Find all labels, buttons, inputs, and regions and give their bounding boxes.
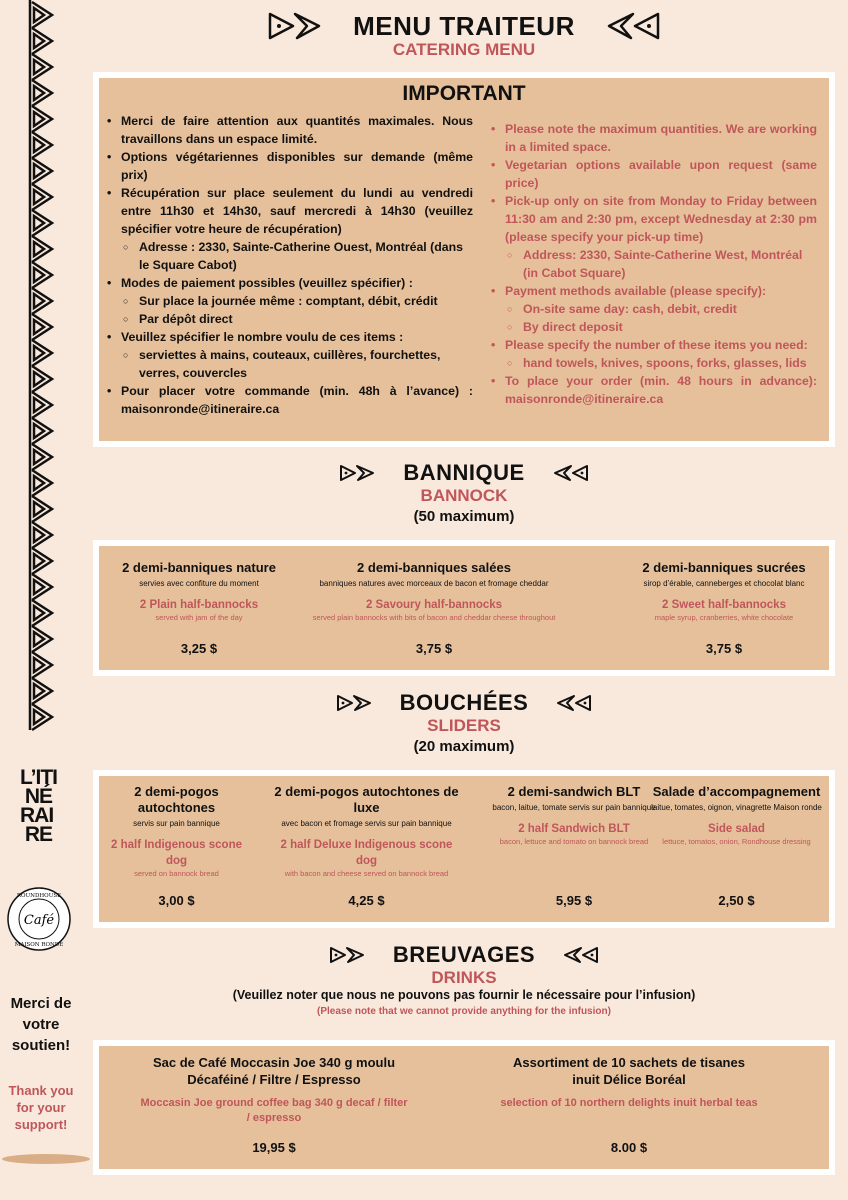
section-heading-bouchees [93, 690, 835, 755]
important-item: ○ Par dépôt direct [103, 310, 473, 328]
item-price: 3,25 $ [180, 641, 218, 656]
triangle-ornament [32, 314, 52, 340]
item-name-fr: 2 demi-banniques sucrées [642, 560, 806, 575]
item-name-fr: 2 demi-sandwich BLT [507, 784, 641, 799]
triangle-ornament [32, 28, 52, 54]
item-price: 3,75 $ [705, 641, 743, 656]
breuvages-box [93, 1040, 835, 1175]
arrow-left-ornament-icon [603, 10, 661, 42]
item-desc-en: bacon, lettuce and tomato on bannock bread [499, 837, 649, 846]
infusion-note-en: (Please note that we cannot provide anything for the infusion) [317, 1006, 611, 1017]
section-subtitle: BANNOCK [420, 486, 508, 505]
triangle-ornament [32, 132, 52, 158]
menu-item [109, 560, 289, 670]
important-item: • To place your order (min. 48 hours in advance): maisonronde@itineraire.ca [487, 372, 817, 408]
arrow-right-ornament-icon [329, 945, 365, 965]
item-desc-fr: banniques natures avec morceaux de bacon et fromage cheddar [319, 579, 549, 588]
menu-item [484, 784, 664, 922]
arrow-left-ornament-icon [553, 463, 589, 483]
item-name-fr: Sac de Café Moccasin Joe 340 g moulu Décaféiné / Filtre / Espresso [152, 1055, 396, 1087]
important-item: • Payment methods available (please specify): [487, 282, 817, 300]
section-heading-breuvages [93, 942, 835, 1017]
item-name-fr: Salade d’accompagnement [652, 784, 821, 799]
item-name-en: 2 Savoury half-bannocks [365, 599, 503, 611]
itineraire-logo: L’ITI NÉ RAI RE [20, 766, 57, 846]
triangle-ornament [32, 418, 52, 444]
section-subtitle: DRINKS [431, 968, 497, 987]
important-item: • Pour placer votre commande (min. 48h à l’avance) : maisonronde@itineraire.ca [103, 382, 473, 418]
item-desc-en: lettuce, tomatos, onion, Rondhouse dressing [662, 837, 811, 846]
menu-item [649, 784, 824, 922]
triangle-ornament [32, 106, 52, 132]
page-title: MENU TRAITEUR [353, 10, 575, 41]
triangle-ornament [32, 444, 52, 470]
important-title: IMPORTANT [402, 82, 526, 105]
triangle-ornament [32, 54, 52, 80]
important-item: ○ Adresse : 2330, Sainte-Catherine Ouest, Montréal (dans le Square Cabot) [103, 238, 473, 274]
arrow-left-ornament-icon [556, 693, 592, 713]
infusion-note-fr: (Veuillez noter que nous ne pouvons pas fournir le nécessaire pour l’infusion) [232, 988, 696, 1002]
arrow-right-ornament-icon [336, 693, 372, 713]
item-desc-en: served with jam of the day [155, 613, 243, 622]
item-price: 3,75 $ [415, 641, 453, 656]
item-desc-en: with bacon and cheese served on bannock bread [284, 869, 449, 878]
important-box [93, 72, 835, 447]
important-item: • Merci de faire attention aux quantités maximales. Nous travaillons dans un espace limité. [103, 112, 473, 148]
triangle-ornament [32, 210, 52, 236]
item-desc-fr: bacon, laitue, tomate servis sur pain bannique [492, 803, 656, 812]
item-name-fr: Assortiment de 10 sachets de tisanes inuit Délice Boréal [513, 1055, 745, 1087]
section-subtitle: SLIDERS [427, 716, 501, 735]
important-item: ○ Address: 2330, Sainte-Catherine West, Montréal (in Cabot Square) [487, 246, 817, 282]
triangle-ornament [32, 574, 52, 600]
arrow-right-ornament-icon [267, 10, 325, 42]
item-name-en: Moccasin Joe ground coffee bag 340 g decaf / filter / espresso [140, 1097, 408, 1124]
item-desc-fr: sirop d’érable, canneberges et chocolat blanc [643, 579, 805, 588]
brush-stroke-decoration [2, 1154, 90, 1164]
menu-item [109, 784, 244, 922]
item-desc-fr: laitue, tomates, oignon, vinagrette Maison ronde [651, 803, 822, 812]
important-list-en [487, 120, 817, 408]
arrow-left-ornament-icon [563, 945, 599, 965]
item-desc-en: served plain bannocks with bits of bacon and cheddar cheese throughout [312, 613, 556, 622]
important-item: ○ Sur place la journée même : comptant, débit, crédit [103, 292, 473, 310]
section-title: BANNIQUE [403, 460, 525, 485]
important-item: • Vegetarian options available upon request (same price) [487, 156, 817, 192]
triangle-ornament [32, 288, 52, 314]
item-name-en: selection of 10 northern delights inuit herbal teas [500, 1097, 758, 1109]
menu-item [139, 1054, 409, 1169]
svg-text:MAISON RONDE: MAISON RONDE [14, 942, 64, 948]
arrow-right-ornament-icon [339, 463, 375, 483]
roundhouse-cafe-logo [6, 886, 72, 952]
important-list-fr [103, 112, 473, 418]
item-name-en: 2 half Indigenous scone dog [111, 839, 242, 867]
thanks-fr: Merci de votre soutien! [10, 995, 72, 1054]
triangle-ornament [32, 158, 52, 184]
item-price: 4,25 $ [348, 893, 385, 908]
important-item: ○ By direct deposit [487, 318, 817, 336]
triangle-ornament [32, 600, 52, 626]
item-price: 5,95 $ [555, 893, 593, 908]
important-item: • Please note the maximum quantities. We are working in a limited space. [487, 120, 817, 156]
important-item: ○ serviettes à mains, couteaux, cuillères, fourchettes, verres, couvercles [103, 346, 473, 382]
item-desc-fr: servies avec confiture du moment [139, 579, 259, 588]
item-desc-en: maple syrup, cranberries, white chocolate [654, 613, 794, 622]
important-item: ○ hand towels, knives, spoons, forks, glasses, lids [487, 354, 817, 372]
item-name-fr: 2 demi-banniques nature [122, 560, 276, 575]
item-name-en: Side salad [708, 823, 765, 835]
item-desc-fr: servis sur pain bannique [133, 819, 220, 828]
important-item: • Veuillez spécifier le nombre voulu de ces items : [103, 328, 473, 346]
thanks-en: Thank you for your support! [8, 1083, 74, 1132]
triangle-ornament [32, 522, 52, 548]
important-item: • Modes de paiement possibles (veuillez spécifier) : [103, 274, 473, 292]
section-title: BREUVAGES [392, 942, 536, 967]
important-item: • Options végétariennes disponibles sur demande (même prix) [103, 148, 473, 184]
triangle-ornament [32, 704, 52, 730]
item-name-en: 2 Sweet half-bannocks [662, 599, 786, 611]
menu-item [274, 784, 459, 922]
item-desc-en: served on bannock bread [134, 869, 219, 878]
item-name-en: 2 half Sandwich BLT [518, 823, 630, 835]
item-name-fr: 2 demi-pogos autochtones de luxe [274, 784, 459, 815]
item-name-en: 2 half Deluxe Indigenous scone dog [280, 839, 453, 867]
section-max-quantity: (20 maximum) [413, 738, 515, 755]
triangle-ornament [32, 2, 52, 28]
triangle-ornament [32, 626, 52, 652]
bannique-box [93, 540, 835, 676]
svg-text:ROUNDHOUSE: ROUNDHOUSE [16, 893, 62, 899]
important-item: • Pick-up only on site from Monday to Friday between 11:30 am and 2:30 pm, except Wednesday at 2:30 pm (please specify your pick-up time) [487, 192, 817, 246]
important-item: • Récupération sur place seulement du lundi au vendredi entre 11h30 et 14h30, sauf mercredi à 14h30 (veuillez spécifier votre heure de récupération) [103, 184, 473, 238]
triangle-ornament [32, 340, 52, 366]
triangle-ornament [32, 236, 52, 262]
section-title: BOUCHÉES [399, 690, 529, 715]
menu-item [499, 1054, 759, 1169]
item-desc-fr: avec bacon et fromage servis sur pain bannique [281, 819, 452, 828]
triangle-ornament [32, 652, 52, 678]
bouchees-box [93, 770, 835, 928]
important-item: • Please specify the number of these items you need: [487, 336, 817, 354]
page-header [93, 10, 835, 60]
item-price: 3,00 $ [158, 893, 195, 908]
important-item: ○ On-site same day: cash, debit, credit [487, 300, 817, 318]
triangle-ornament [32, 366, 52, 392]
svg-text:Café: Café [23, 913, 55, 928]
section-heading-bannique [93, 460, 835, 525]
triangle-ornament [32, 80, 52, 106]
item-price: 8.00 $ [610, 1140, 648, 1155]
triangle-ornament [32, 548, 52, 574]
item-name-fr: 2 demi-pogos autochtones [134, 784, 219, 815]
page-subtitle: CATERING MENU [392, 40, 536, 59]
triangle-border-decoration [0, 0, 58, 735]
section-max-quantity: (50 maximum) [413, 508, 515, 525]
item-price: 2,50 $ [718, 893, 755, 908]
triangle-ornament [32, 678, 52, 704]
triangle-ornament [32, 470, 52, 496]
menu-item [304, 560, 564, 670]
item-name-en: 2 Plain half-bannocks [139, 599, 259, 611]
triangle-ornament [32, 392, 52, 418]
triangle-ornament [32, 496, 52, 522]
item-name-fr: 2 demi-banniques salées [357, 560, 511, 575]
triangle-ornament [32, 184, 52, 210]
item-price: 19,95 $ [252, 1140, 296, 1155]
triangle-ornament [32, 262, 52, 288]
menu-item [604, 560, 844, 670]
